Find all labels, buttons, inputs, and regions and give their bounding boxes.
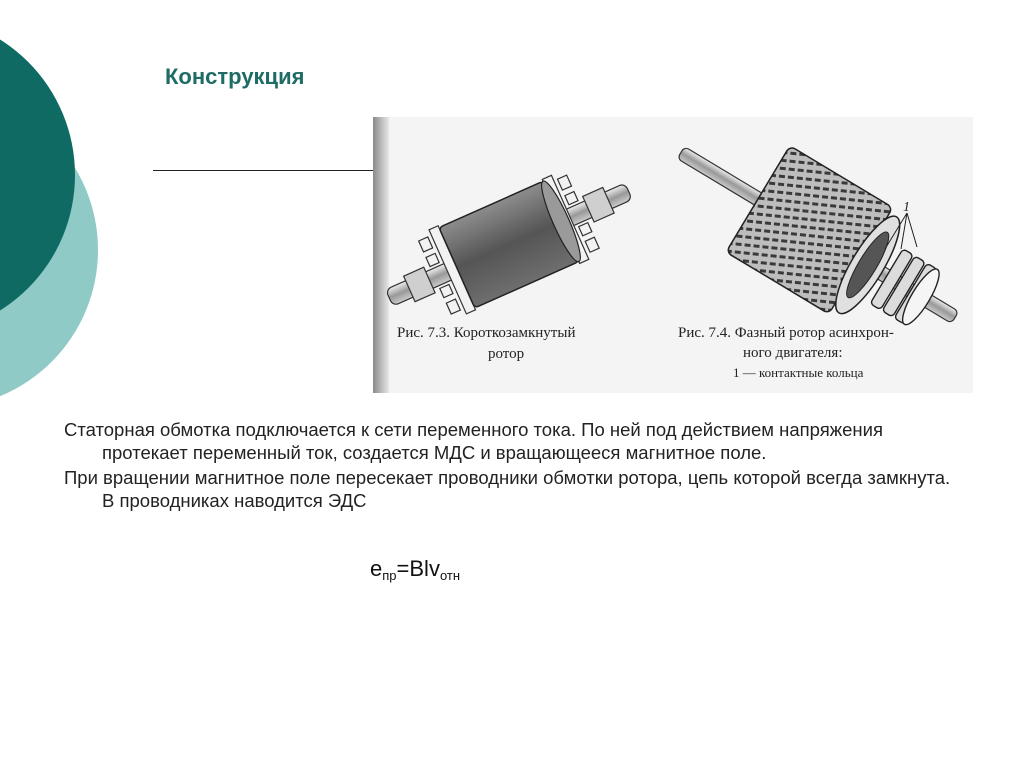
right-caption-line1: Рис. 7.4. Фазный ротор асинхрон- xyxy=(678,325,894,341)
right-caption-line3: 1 — контактные кольца xyxy=(733,365,864,380)
title-underline xyxy=(153,170,375,171)
right-caption-line2: ного двигателя: xyxy=(743,345,843,361)
rotor-figure xyxy=(373,117,973,393)
formula-mid: =Blv xyxy=(396,556,440,581)
left-caption-line2: ротор xyxy=(488,346,525,362)
callout-number: 1 xyxy=(903,200,910,215)
decorative-circles xyxy=(0,0,110,400)
formula-subscript-otn: отн xyxy=(439,568,461,583)
formula-subscript-pr: пр xyxy=(382,568,397,583)
left-caption-line1: Рис. 7.3. Короткозамкнутый xyxy=(397,325,576,341)
emf-formula xyxy=(370,556,460,583)
slide-title: Конструкция xyxy=(165,64,305,89)
paragraph-stator: Статорная обмотка подключается к сети переменного тока. По ней под действием напряжения протекает переменный ток, создается МДС и вращающееся магнитное поле. xyxy=(64,419,883,463)
formula-base: e xyxy=(370,556,383,581)
paragraph-rotor: При вращении магнитное поле пересекает проводники обмотки ротора, цепь которой всегда замкнута. В проводниках наводится ЭДС xyxy=(64,467,951,511)
scan-edge xyxy=(373,117,389,393)
slide-body xyxy=(64,418,964,514)
